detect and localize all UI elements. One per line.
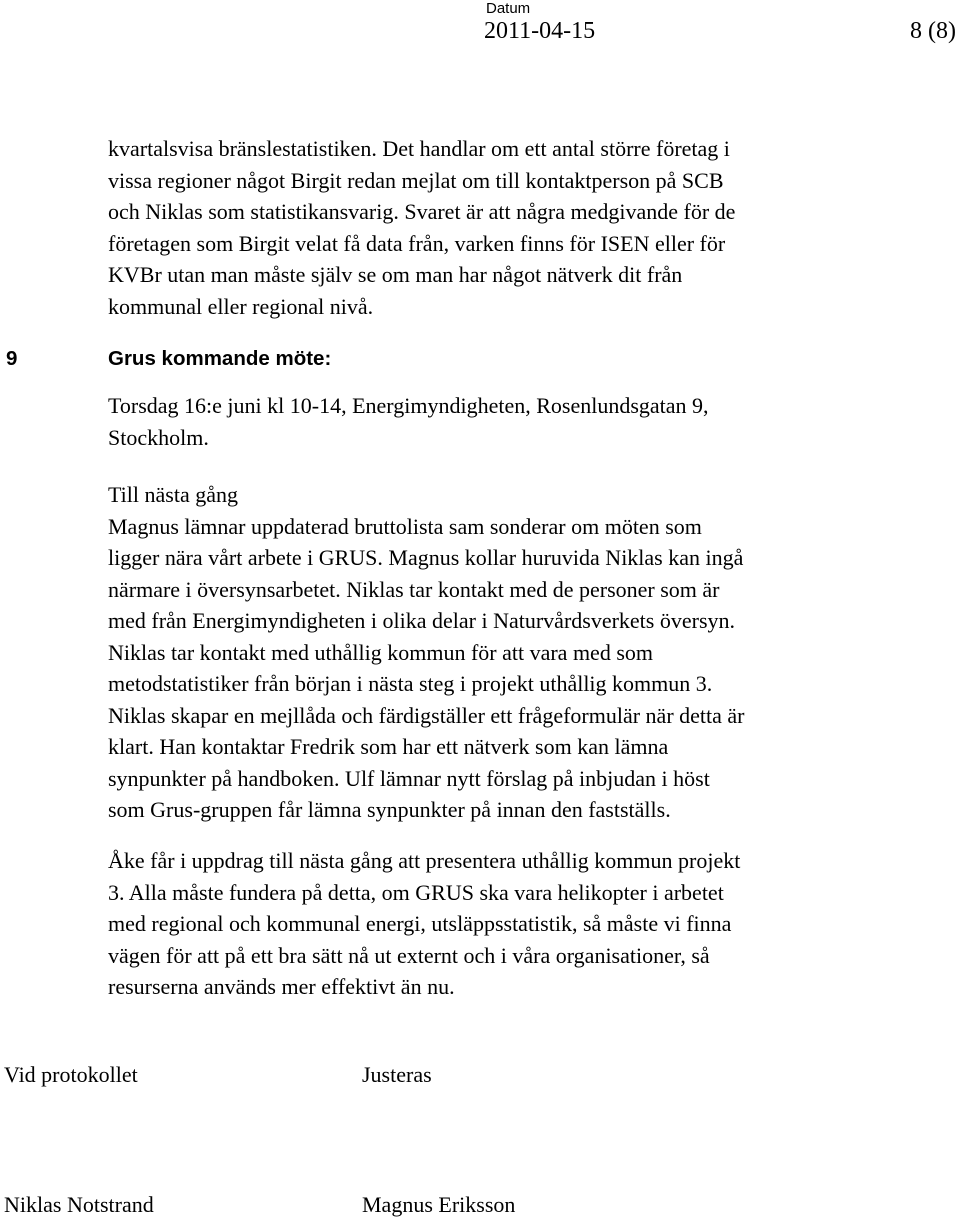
paragraph-line: och Niklas som statistikansvarig. Svaret är att några medgivande för de (108, 199, 736, 224)
page-number: 8 (8) (910, 18, 956, 44)
paragraph-line: Torsdag 16:e juni kl 10-14, Energimyndigheten, Rosenlundsgatan 9, (108, 393, 709, 418)
paragraph-line: vägen för att på ett bra sätt nå ut externt och i våra organisationer, så (108, 942, 710, 968)
section-title: Grus kommande möte: (108, 347, 332, 370)
paragraph-line: med från Energimyndigheten i olika delar i Naturvårdsverkets översyn. (108, 608, 736, 633)
paragraph-line: Niklas tar kontakt med uthållig kommun för att vara med som (108, 639, 653, 665)
paragraph-line: som Grus-gruppen får lämna synpunkter på innan den fastställs. (108, 797, 671, 822)
paragraph-line: Åke får i uppdrag till nästa gång att presentera uthållig kommun projekt (108, 848, 741, 873)
paragraph-line: synpunkter på handboken. Ulf lämnar nytt förslag på inbjudan i höst (108, 765, 710, 791)
date-label: Datum (486, 0, 531, 17)
minutes-taker-label: Vid protokollet (4, 1062, 138, 1087)
paragraph-line: företagen som Birgit velat få data från, varken finns för ISEN eller för (108, 230, 726, 256)
paragraph-line: ligger nära vårt arbete i GRUS. Magnus kollar huruvida Niklas kan ingå (108, 545, 744, 570)
paragraph-line: kommunal eller regional nivå. (108, 293, 374, 319)
paragraph-line: Niklas skapar en mejllåda och färdigställer ett frågeformulär när detta är (108, 702, 745, 728)
minutes-taker-name: Niklas Notstrand (4, 1192, 154, 1217)
document-date: 2011-04-15 (484, 18, 596, 44)
approver-label: Justeras (362, 1062, 432, 1087)
intro-paragraph (108, 133, 868, 322)
paragraph-line: Stockholm. (108, 424, 209, 450)
paragraph-line: metodstatistiker från början i nästa steg i projekt uthållig kommun 3. (108, 671, 713, 696)
paragraph-line: Magnus lämnar uppdaterad bruttolista sam sonderar om möten som (108, 513, 702, 539)
paragraph-line: kvartalsvisa bränslestatistiken. Det handlar om ett antal större företag i (108, 136, 730, 161)
section-number: 9 (6, 347, 18, 370)
paragraph-line: klart. Han kontaktar Fredrik som har ett nätverk som kan lämna (108, 734, 669, 759)
assignment-paragraph (108, 845, 868, 1003)
paragraph-line: vissa regioner något Birgit redan mejlat om till kontaktperson på SCB (108, 167, 724, 193)
approver-name: Magnus Eriksson (362, 1192, 516, 1217)
paragraph-line: KVBr utan man måste själv se om man har något nätverk dit från (108, 262, 683, 287)
paragraph-line: Till nästa gång (108, 482, 238, 507)
next-time-paragraph (108, 479, 868, 826)
paragraph-line: närmare i översynsarbetet. Niklas tar kontakt med de personer som är (108, 576, 720, 602)
paragraph-line: resurserna används mer effektivt än nu. (108, 974, 455, 999)
meeting-paragraph (108, 390, 868, 453)
paragraph-line: med regional och kommunal energi, utsläppsstatistik, så måste vi finna (108, 911, 732, 936)
paragraph-line: 3. Alla måste fundera på detta, om GRUS ska vara helikopter i arbetet (108, 879, 724, 905)
